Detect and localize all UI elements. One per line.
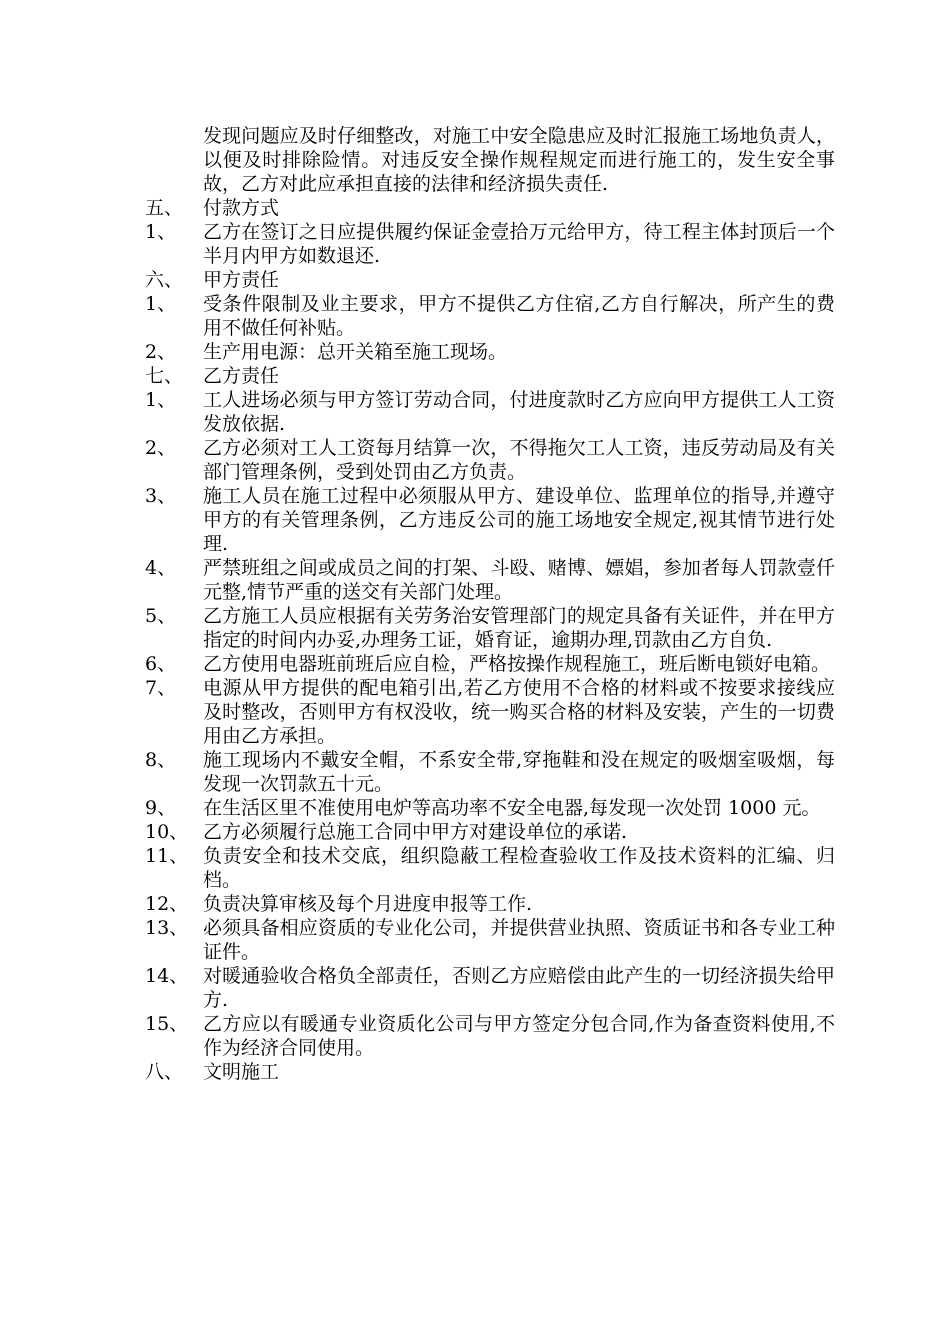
clause-text: 乙方应以有暖通专业资质化公司与甲方签定分包合同,作为备查资料使用,不作为经济合同使用。 [203, 1013, 835, 1059]
section-heading-6 [145, 268, 835, 292]
clause-number: 10、 [145, 821, 189, 843]
section-title: 付款方式 [203, 197, 280, 219]
clause-item [145, 556, 835, 604]
clause-text: 严禁班组之间或成员之间的打架、斗殴、赌博、嫖娼，参加者每人罚款壹仟元整,情节严重的送交有关部门处理。 [203, 557, 835, 603]
clause-number: 1、 [145, 221, 177, 243]
clause-text: 乙方使用电器班前班后应自检，严格按操作规程施工，班后断电锁好电箱。 [203, 653, 831, 675]
clause-number: 7、 [145, 677, 177, 699]
section-heading-8 [145, 1060, 835, 1084]
clause-text: 生产用电源：总开关箱至施工现场。 [203, 341, 508, 363]
clause-item [145, 484, 835, 556]
clause-number: 14、 [145, 965, 189, 987]
document-body [145, 124, 835, 1084]
clause-item [145, 292, 835, 340]
clause-item [145, 916, 835, 964]
clause-item [145, 436, 835, 484]
clause-item [145, 676, 835, 748]
clause-text: 施工现场内不戴安全帽，不系安全带,穿拖鞋和没在规定的吸烟室吸烟，每发现一次罚款五十元。 [203, 749, 835, 795]
intro-text: 发现问题应及时仔细整改，对施工中安全隐患应及时汇报施工场地负责人，以便及时排除险情。对违反安全操作规程规定而进行施工的，发生安全事故，乙方对此应承担直接的法律和经济损失责任. [203, 125, 835, 195]
section-number: 五、 [145, 197, 184, 219]
clause-text: 乙方必须履行总施工合同中甲方对建设单位的承诺. [203, 821, 628, 843]
clause-text: 对暖通验收合格负全部责任，否则乙方应赔偿由此产生的一切经济损失给甲方. [203, 965, 835, 1011]
clause-number: 13、 [145, 917, 189, 939]
intro-paragraph [145, 124, 835, 196]
clause-number: 1、 [145, 293, 177, 315]
section-title: 乙方责任 [203, 365, 280, 387]
section-number: 七、 [145, 365, 184, 387]
clause-text: 乙方必须对工人工资每月结算一次，不得拖欠工人工资，违反劳动局及有关部门管理条例，受到处罚由乙方负责。 [203, 437, 835, 483]
clause-number: 5、 [145, 605, 177, 627]
clause-number: 4、 [145, 557, 177, 579]
clause-number: 15、 [145, 1013, 189, 1035]
clause-text: 负责决算审核及每个月进度申报等工作. [203, 893, 533, 915]
clause-number: 2、 [145, 437, 177, 459]
clause-text: 施工人员在施工过程中必须服从甲方、建设单位、监理单位的指导,并遵守甲方的有关管理条例，乙方违反公司的施工场地安全规定,视其情节进行处理. [203, 485, 835, 555]
clause-number: 8、 [145, 749, 177, 771]
clause-item [145, 796, 835, 820]
clause-item [145, 844, 835, 892]
clause-text: 工人进场必须与甲方签订劳动合同，付进度款时乙方应向甲方提供工人工资发放依据. [203, 389, 835, 435]
clause-item [145, 892, 835, 916]
clause-number: 2、 [145, 341, 177, 363]
section-number: 六、 [145, 269, 184, 291]
clause-item [145, 220, 835, 268]
section-title: 文明施工 [203, 1061, 280, 1083]
clause-item [145, 340, 835, 364]
clause-number: 11、 [145, 845, 189, 867]
clause-text: 乙方施工人员应根据有关劳务治安管理部门的规定具备有关证件，并在甲方指定的时间内办妥,办理务工证，婚育证，逾期办理,罚款由乙方自负. [203, 605, 835, 651]
clause-item [145, 748, 835, 796]
clause-text: 必须具备相应资质的专业化公司，并提供营业执照、资质证书和各专业工种证件。 [203, 917, 835, 963]
clause-item [145, 604, 835, 652]
clause-text: 电源从甲方提供的配电箱引出,若乙方使用不合格的材料或不按要求接线应及时整改，否则甲方有权没收，统一购买合格的材料及安装，产生的一切费用由乙方承担。 [203, 677, 835, 747]
clause-text: 在生活区里不准使用电炉等高功率不安全电器,每发现一次处罚 1000 元。 [203, 797, 821, 819]
clause-number: 9、 [145, 797, 177, 819]
clause-number: 12、 [145, 893, 189, 915]
clause-text: 受条件限制及业主要求，甲方不提供乙方住宿,乙方自行解决，所产生的费用不做任何补贴。 [203, 293, 835, 339]
section-heading-7 [145, 364, 835, 388]
section-title: 甲方责任 [203, 269, 280, 291]
clause-text: 乙方在签订之日应提供履约保证金壹拾万元给甲方，待工程主体封顶后一个半月内甲方如数退还. [203, 221, 835, 267]
clause-item [145, 388, 835, 436]
clause-item [145, 820, 835, 844]
clause-number: 6、 [145, 653, 177, 675]
clause-number: 3、 [145, 485, 177, 507]
clause-item [145, 652, 835, 676]
clause-number: 1、 [145, 389, 177, 411]
section-number: 八、 [145, 1061, 184, 1083]
clause-text: 负责安全和技术交底，组织隐蔽工程检查验收工作及技术资料的汇编、归档。 [203, 845, 835, 891]
section-heading-5 [145, 196, 835, 220]
clause-item [145, 964, 835, 1012]
clause-item [145, 1012, 835, 1060]
